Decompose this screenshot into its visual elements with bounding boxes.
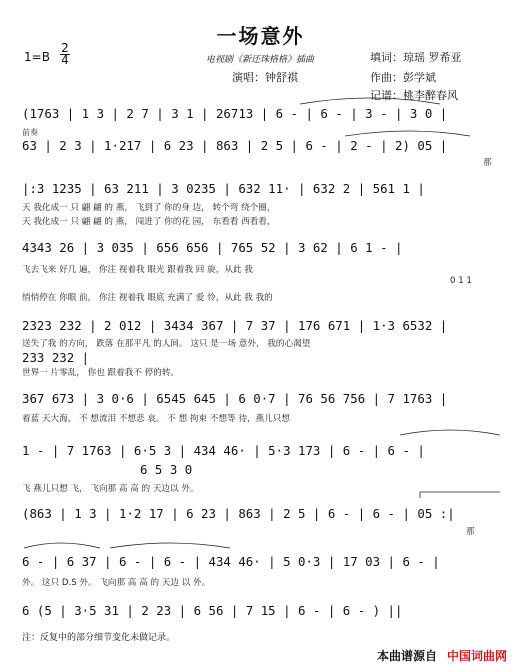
time-signature-top: 2 [61, 41, 69, 55]
watermark-site-name: 中国词曲网 [446, 649, 507, 663]
slur-arc [345, 131, 470, 136]
lyric-line: 送失了我 的方向， 跌落 在那平凡 的人间。 这只 是一场 意外， 我的心渴望 [22, 339, 311, 349]
slur-arc [110, 543, 230, 548]
notation-row: 2323 232 | 2 012 | 3434 367 | 7 37 | 176 671 | 1·3 6532 | [22, 318, 448, 333]
notation-row: (1763 | 1 3 | 2 7 | 3 1 | 26713 | 6 - | 6 - | 3 - | 3 0 | [22, 106, 448, 121]
time-signature-bottom: 4 [61, 53, 69, 67]
notation-row: 1 - | 7 1763 | 6·5 3 | 434 46· | 5·3 173 | 6 - | 6 - | [22, 443, 425, 458]
key-signature: 1=B [24, 50, 50, 64]
lyric-line: 天 我化成一 只 翩 翩 的 燕， 飞到了 你的身 边， 转个弯 绕个圈， [22, 203, 276, 213]
lyric-line: 悄悄停在 你眼 前， 你注 视着我 眼底 充满了 爱 怜，从此 我 我的 [22, 293, 273, 303]
source-credit: 电视剧《新还珠格格》插曲 [206, 55, 315, 65]
notation-row: (863 | 1 3 | 1·2 17 | 6 23 | 863 | 2 5 | 6 - | 6 - | 05 :| [22, 506, 455, 521]
slur-arc [400, 430, 500, 435]
notation-row: 367 673 | 3 0·6 | 6545 645 | 6 0·7 | 76 56 756 | 7 1763 | [22, 391, 448, 406]
lyric-line: 着蓝 天大海， 不 想流泪 不想悲 哀。 不 想 拘束 不想等 待，燕儿只想 [22, 414, 290, 424]
song-title: 一场意外 [216, 24, 305, 48]
lyric-note-above: 0 1 1 [450, 276, 472, 286]
lyric-line: 天 我化成一 只 翩 翩 的 燕， 闯进了 你的花 园， 东看看 西看看， [22, 217, 276, 227]
lyric-line: 飞 燕儿只想 飞， 飞向那 高 高 的 天边以 外。 [22, 484, 199, 494]
volta-bracket [420, 492, 500, 498]
lyric-line: 世界一 片零乱， 你也 跟着我不 停的转。 [22, 368, 180, 378]
section-mark: 前奏 [22, 128, 38, 137]
source-watermark [377, 647, 507, 664]
singer-credit: 演唱：钟舒祺 [232, 71, 298, 84]
slur-arc [24, 543, 100, 548]
notation-row: 233 232 | [22, 350, 90, 365]
lyric-line: 外。 这只 D.S 外。 飞向那 高 高 的 天边 以 外。 [22, 578, 211, 588]
watermark-source-label: 本曲谱源自 [376, 649, 437, 663]
lyricist-credit: 填词：琼瑶 罗希亚 [370, 51, 462, 64]
notation-subline: 6 5 3 0 [140, 462, 193, 477]
notation-row: 6 - | 6 37 | 6 - | 6 - | 434 46· | 5 0·3 | 17 03 | 6 - | [22, 554, 440, 569]
composer-credit: 作曲：彭学斌 [370, 71, 436, 84]
notation-row: 4343 26 | 3 035 | 656 656 | 765 52 | 3 62 | 6 1 - | [22, 240, 403, 255]
lyric-pickup: 那 [483, 158, 492, 168]
lyric-pickup: 那 [466, 527, 475, 537]
notation-row: 6 (5 | 3·5 31 | 2 23 | 6 56 | 7 15 | 6 - | 6 - ) || [22, 603, 403, 618]
notation-row: |:3 1235 | 63 211 | 3 0235 | 632 11· | 632 2 | 561 1 | [22, 181, 425, 196]
footnote: 注：反复中的部分细节变化未做记录。 [22, 633, 176, 643]
slur-arc [300, 98, 440, 104]
transcriber-credit: 记谱：桃李醉春风 [370, 89, 458, 102]
lyric-line: 飞去飞来 好几 遍， 你注 视着我 眼光 跟着我 回 旋，从此 我 [22, 265, 253, 275]
notation-row: 63 | 2 3 | 1·217 | 6 23 | 863 | 2 5 | 6 - | 2 - | 2) 05 | [22, 138, 448, 153]
